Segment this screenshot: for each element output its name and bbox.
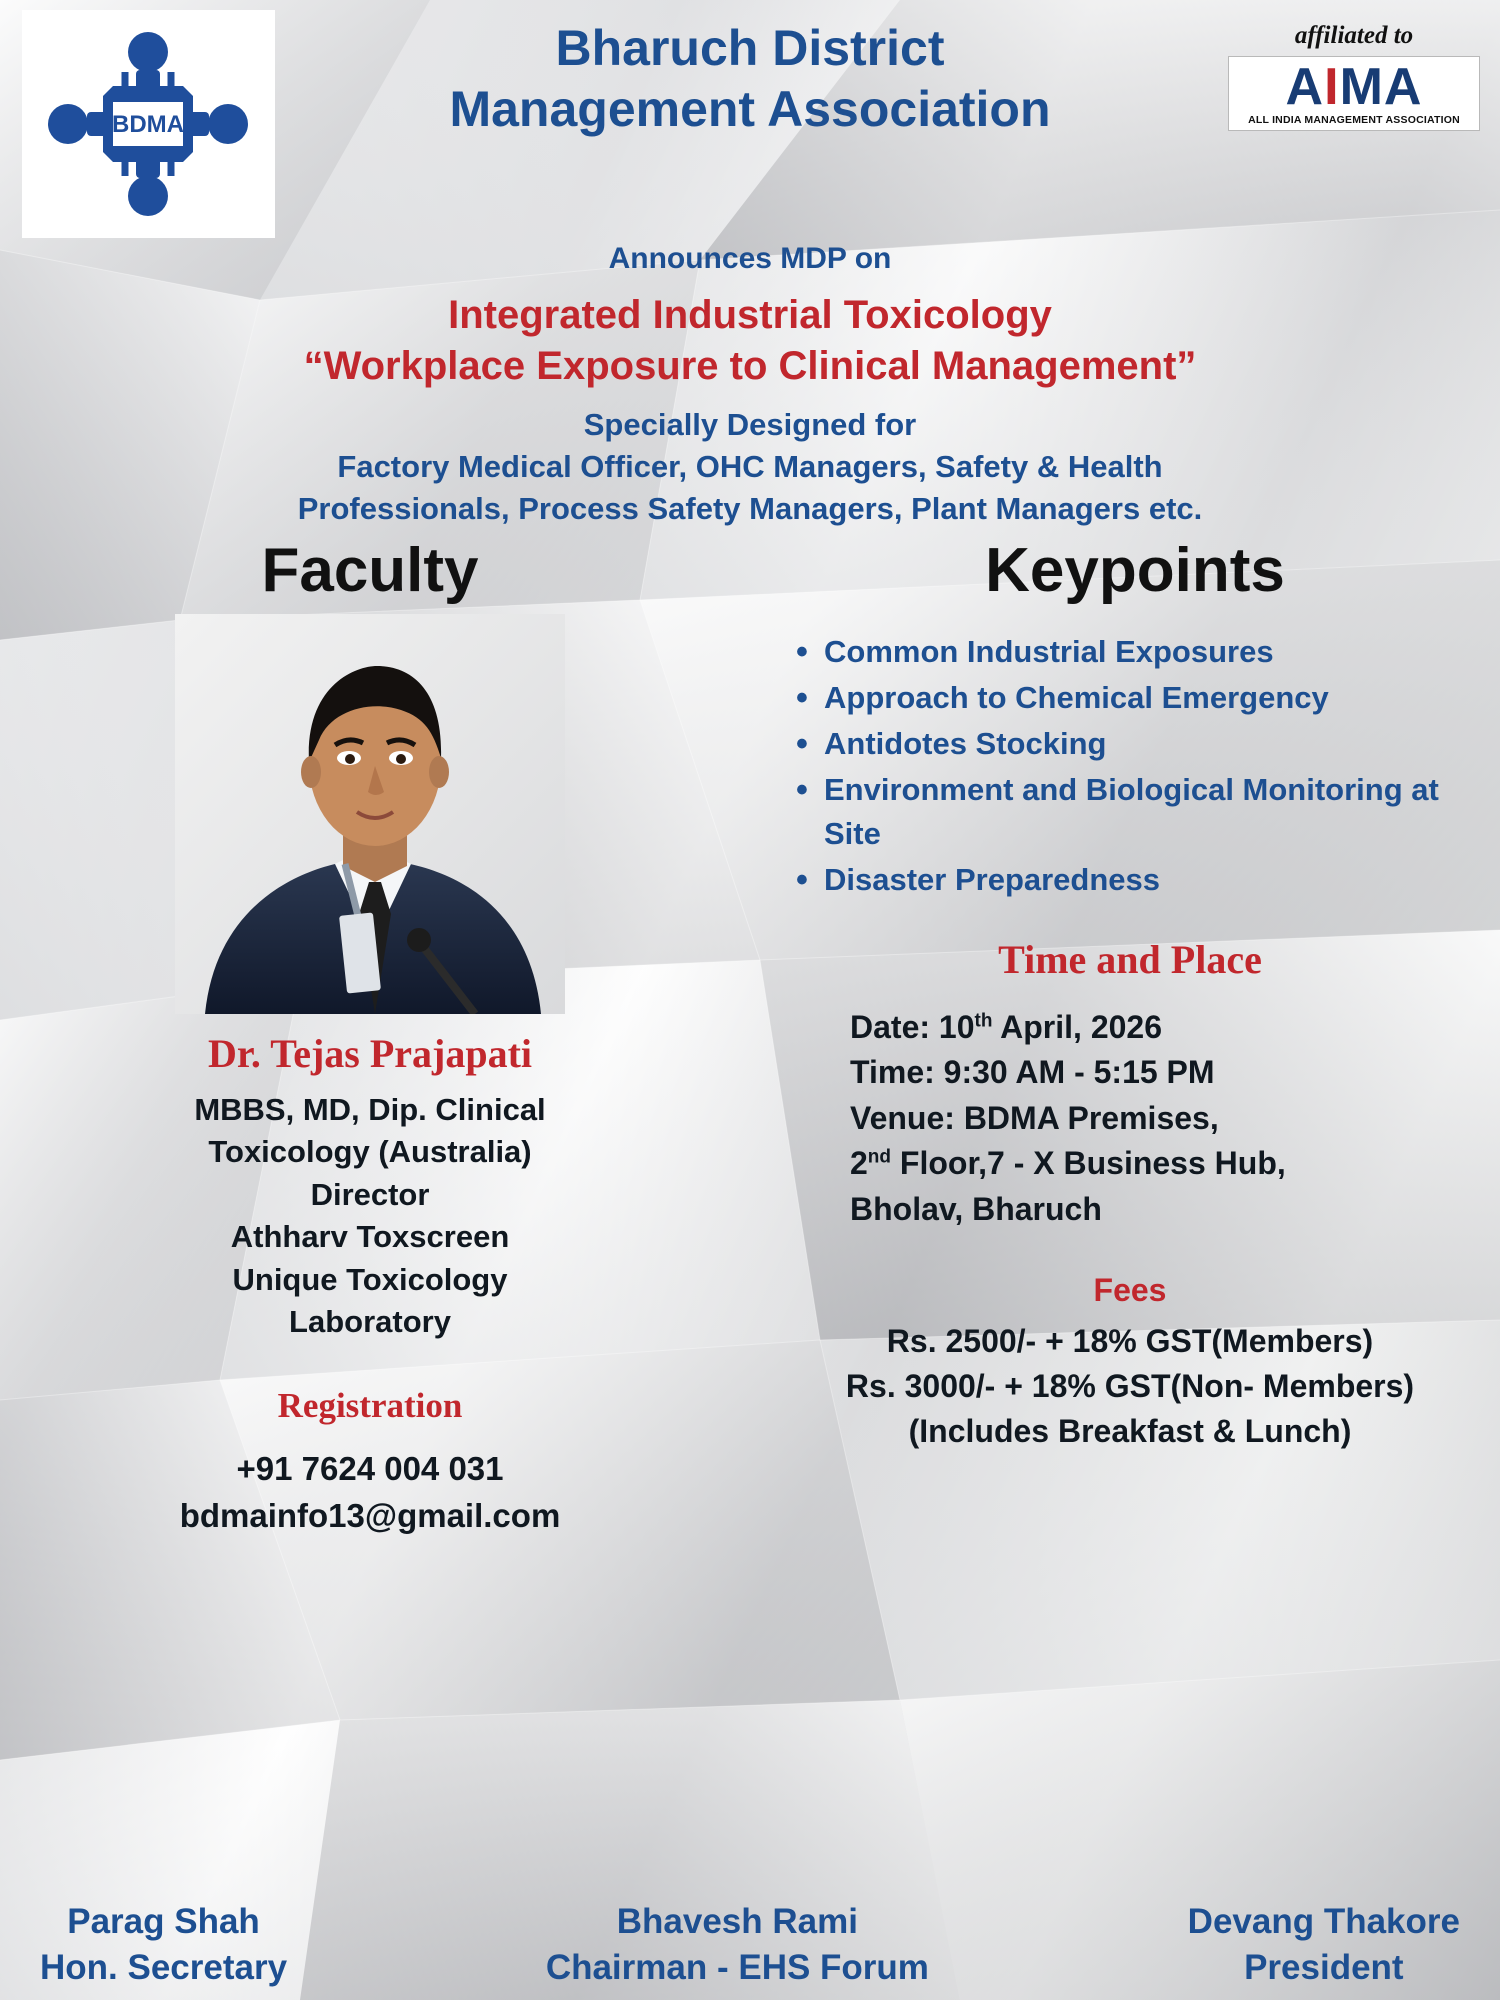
signatory-role: Chairman - EHS Forum: [545, 1947, 929, 1987]
faculty-detail-line: Toxicology (Australia): [208, 1134, 532, 1170]
faculty-details: [0, 1089, 740, 1344]
faculty-photo: [175, 614, 565, 1014]
fees-members: Rs. 2500/- + 18% GST(Members): [886, 1323, 1374, 1360]
registration-email[interactable]: bdmainfo13@gmail.com: [179, 1496, 561, 1534]
registration-contacts: [0, 1446, 740, 1540]
signatory-president: [1188, 1899, 1460, 1990]
date-rest: April, 2026: [992, 1009, 1162, 1045]
signatory-role: Hon. Secretary: [40, 1947, 288, 1987]
event-time-line: Time: 9:30 AM - 5:15 PM: [850, 1054, 1215, 1091]
aima-logo-text: AIMA: [1285, 58, 1423, 116]
fees-non-members: Rs. 3000/- + 18% GST(Non- Members): [845, 1367, 1415, 1404]
date-day: 10: [938, 1009, 975, 1045]
signatory-chairman: [546, 1899, 929, 1990]
affiliated-label: affiliated to: [1294, 22, 1414, 49]
content-columns: [0, 535, 1500, 1540]
organisation-title-line2: Management Association: [449, 81, 1051, 137]
signatory-name: Bhavesh Rami: [616, 1902, 858, 1941]
faculty-detail-line: Laboratory: [289, 1304, 451, 1340]
keypoints-column: [740, 535, 1500, 1540]
registration-heading: Registration: [277, 1385, 463, 1425]
fees-heading: Fees: [1093, 1272, 1167, 1309]
organisation-title: [290, 18, 1210, 140]
signatory-role: President: [1244, 1947, 1404, 1987]
time-place-heading: Time and Place: [998, 937, 1262, 982]
organisation-title-line1: Bharuch District: [555, 20, 945, 76]
faculty-detail-line: Unique Toxicology: [232, 1261, 508, 1297]
faculty-detail-line: Director: [310, 1176, 430, 1212]
date-suffix: th: [974, 1010, 993, 1032]
time-place-details: [850, 1005, 1500, 1232]
keypoint-item: • Environment and Biological Monitoring at Site: [790, 768, 1500, 856]
course-title: [0, 290, 1500, 392]
fees-details: [760, 1319, 1500, 1453]
course-title-line1: Integrated Industrial Toxicology: [448, 293, 1052, 337]
aima-affiliation: [1228, 22, 1480, 131]
date-label: Date:: [850, 1009, 931, 1045]
venue-line-1: Venue: BDMA Premises,: [850, 1099, 1219, 1136]
venue-floor-rest: Floor,7 - X Business Hub,: [891, 1145, 1286, 1182]
event-date-line: [850, 1005, 1500, 1050]
audience-line3: Professionals, Process Safety Managers, Plant Managers etc.: [297, 491, 1203, 527]
faculty-detail-line: MBBS, MD, Dip. Clinical: [194, 1091, 546, 1127]
signatory-secretary: [40, 1899, 287, 1990]
venue-floor-number: 2: [850, 1145, 868, 1182]
audience-block: [0, 404, 1500, 530]
fees-inclusions: (Includes Breakfast & Lunch): [908, 1412, 1352, 1449]
venue-line-3: Bholav, Bharuch: [850, 1190, 1102, 1227]
aima-logo: [1228, 56, 1480, 131]
signatories: [0, 1899, 1500, 1990]
aima-subtitle: ALL INDIA MANAGEMENT ASSOCIATION: [1248, 114, 1460, 127]
keypoint-item: • Antidotes Stocking: [790, 722, 1500, 766]
audience-line2: Factory Medical Officer, OHC Managers, Safety & Health: [337, 449, 1163, 485]
signatory-name: Parag Shah: [67, 1902, 260, 1941]
svg-text:BDMA: BDMA: [112, 111, 184, 138]
announce-line: Announces MDP on: [608, 242, 892, 275]
faculty-heading: Faculty: [261, 535, 479, 605]
keypoint-item: • Common Industrial Exposures: [790, 630, 1500, 674]
audience-line1: Specially Designed for: [583, 407, 917, 443]
poster-header: [0, 0, 1500, 230]
bdma-logo: [22, 10, 275, 238]
signatory-name: Devang Thakore: [1187, 1902, 1460, 1941]
faculty-column: [0, 535, 740, 1540]
venue-floor-suffix: nd: [867, 1146, 892, 1168]
keypoint-item: • Disaster Preparedness: [790, 858, 1500, 902]
keypoints-list: [790, 630, 1500, 902]
registration-phone[interactable]: +91 7624 004 031: [236, 1449, 504, 1487]
keypoints-heading: Keypoints: [985, 535, 1285, 605]
venue-line-2: [850, 1141, 1500, 1186]
course-title-line2: “Workplace Exposure to Clinical Management”: [303, 344, 1197, 389]
faculty-detail-line: Athharv Toxscreen: [230, 1219, 510, 1255]
faculty-name: Dr. Tejas Prajapati: [207, 1030, 533, 1076]
keypoint-item: • Approach to Chemical Emergency: [790, 676, 1500, 720]
